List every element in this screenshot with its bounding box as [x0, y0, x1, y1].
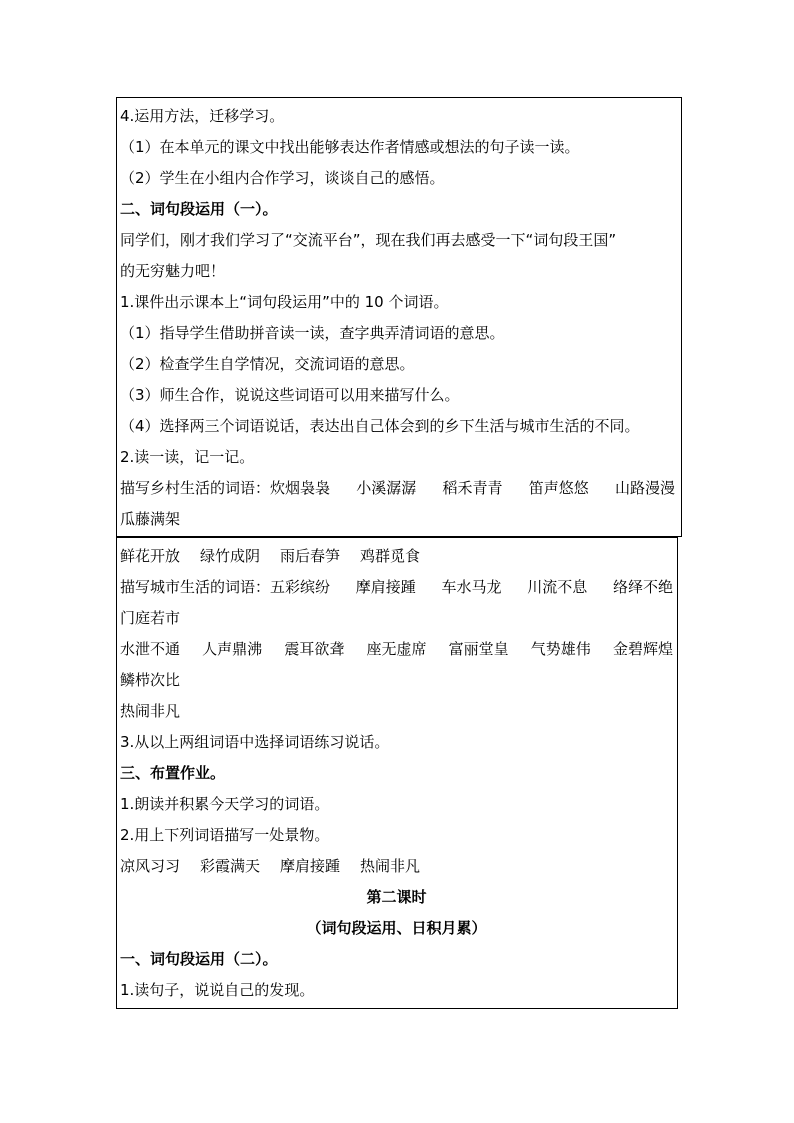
step-1-sub-2: （2）检查学生自学情况，交流词语的意思。: [120, 355, 415, 373]
village-word: 雨后春笋: [280, 547, 341, 565]
homework-word: 彩霞满天: [200, 857, 261, 875]
village-word: 稻禾青青: [442, 479, 503, 497]
task-1-text: 1.读句子，说说自己的发现。: [120, 981, 315, 999]
homework-word: 热闹非凡: [360, 857, 421, 875]
step-3-text: 3.从以上两组词语中选择词语练习说话。: [120, 733, 390, 751]
step-4-sub-1: （1）在本单元的课文中找出能够表达作者情感或想法的句子读一读。: [120, 138, 580, 156]
village-word-wrap: 瓜藤满架: [120, 510, 181, 528]
homework-words-row: [120, 851, 673, 882]
city-words-row-2: [120, 634, 673, 665]
step-1-sub-4: （4）选择两三个词语说话，表达出自己体会到的乡下生活与城市生活的不同。: [120, 417, 640, 435]
city-word: 气势雄伟: [530, 640, 591, 658]
intro-line-1: 同学们，刚才我们学习了“交流平台”，现在我们再去感受一下“词句段王国”: [120, 231, 617, 249]
intro-line-2: 的无穷魅力吧！: [120, 262, 226, 280]
city-word: 车水马龙: [441, 578, 502, 596]
village-words-row: [120, 473, 675, 504]
step-1-sub-3: （3）师生合作，说说这些词语可以用来描写什么。: [120, 386, 460, 404]
city-words-label: 描写城市生活的词语：五彩缤纷: [120, 578, 331, 596]
village-word: 山路漫漫: [614, 479, 675, 497]
city-word: 富丽堂皇: [448, 640, 509, 658]
village-word: 鲜花开放: [120, 547, 181, 565]
city-word-wrap: 门庭若市: [120, 609, 181, 627]
homework-word: 摩肩接踵: [280, 857, 341, 875]
step-4-sub-2: （2）学生在小组内合作学习，谈谈自己的感悟。: [120, 169, 445, 187]
city-word-wrap-3: 热闹非凡: [120, 702, 181, 720]
village-word: 小溪潺潺: [356, 479, 417, 497]
city-word: 水泄不通: [120, 640, 181, 658]
city-words-row: [120, 572, 673, 603]
homework-2: 2.用上下列词语描写一处景物。: [120, 826, 330, 844]
step-4-text: 4.运用方法，迁移学习。: [120, 107, 285, 125]
city-word: 金碧辉煌: [612, 640, 673, 658]
village-word: 鸡群觅食: [360, 547, 421, 565]
city-word: 震耳欲聋: [284, 640, 345, 658]
village-words-label: 描写乡村生活的词语：炊烟袅袅: [120, 479, 331, 497]
city-word: 络绎不绝: [612, 578, 673, 596]
lesson-2-title: 第二课时: [366, 888, 427, 906]
village-word: 绿竹成阴: [200, 547, 261, 565]
homework-word: 凉风习习: [120, 857, 181, 875]
homework-1: 1.朗读并积累今天学习的词语。: [120, 795, 330, 813]
step-2-text: 2.读一读，记一记。: [120, 448, 255, 466]
city-word-wrap-2: 鳞栉次比: [120, 671, 181, 689]
lesson-plan-table-cell-2: [116, 537, 678, 1009]
section-3-heading: 三、布置作业。: [120, 764, 226, 782]
lesson-2-subtitle: （词句段运用、日积月累）: [306, 919, 487, 937]
city-word: 人声鼎沸: [202, 640, 263, 658]
village-word: 笛声悠悠: [528, 479, 589, 497]
step-1-sub-1: （1）指导学生借助拼音读一读，查字典弄清词语的意思。: [120, 324, 505, 342]
city-word: 摩肩接踵: [355, 578, 416, 596]
lesson-plan-table-cell-1: [116, 97, 682, 537]
section-1-heading: 一、词句段运用（二）。: [120, 950, 278, 968]
city-word: 川流不息: [527, 578, 588, 596]
step-1-text: 1.课件出示课本上“词句段运用”中的 10 个词语。: [120, 293, 449, 311]
section-2-heading: 二、词句段运用（一）。: [120, 200, 278, 218]
city-word: 座无虚席: [366, 640, 427, 658]
village-words-continued-row: [120, 541, 673, 572]
